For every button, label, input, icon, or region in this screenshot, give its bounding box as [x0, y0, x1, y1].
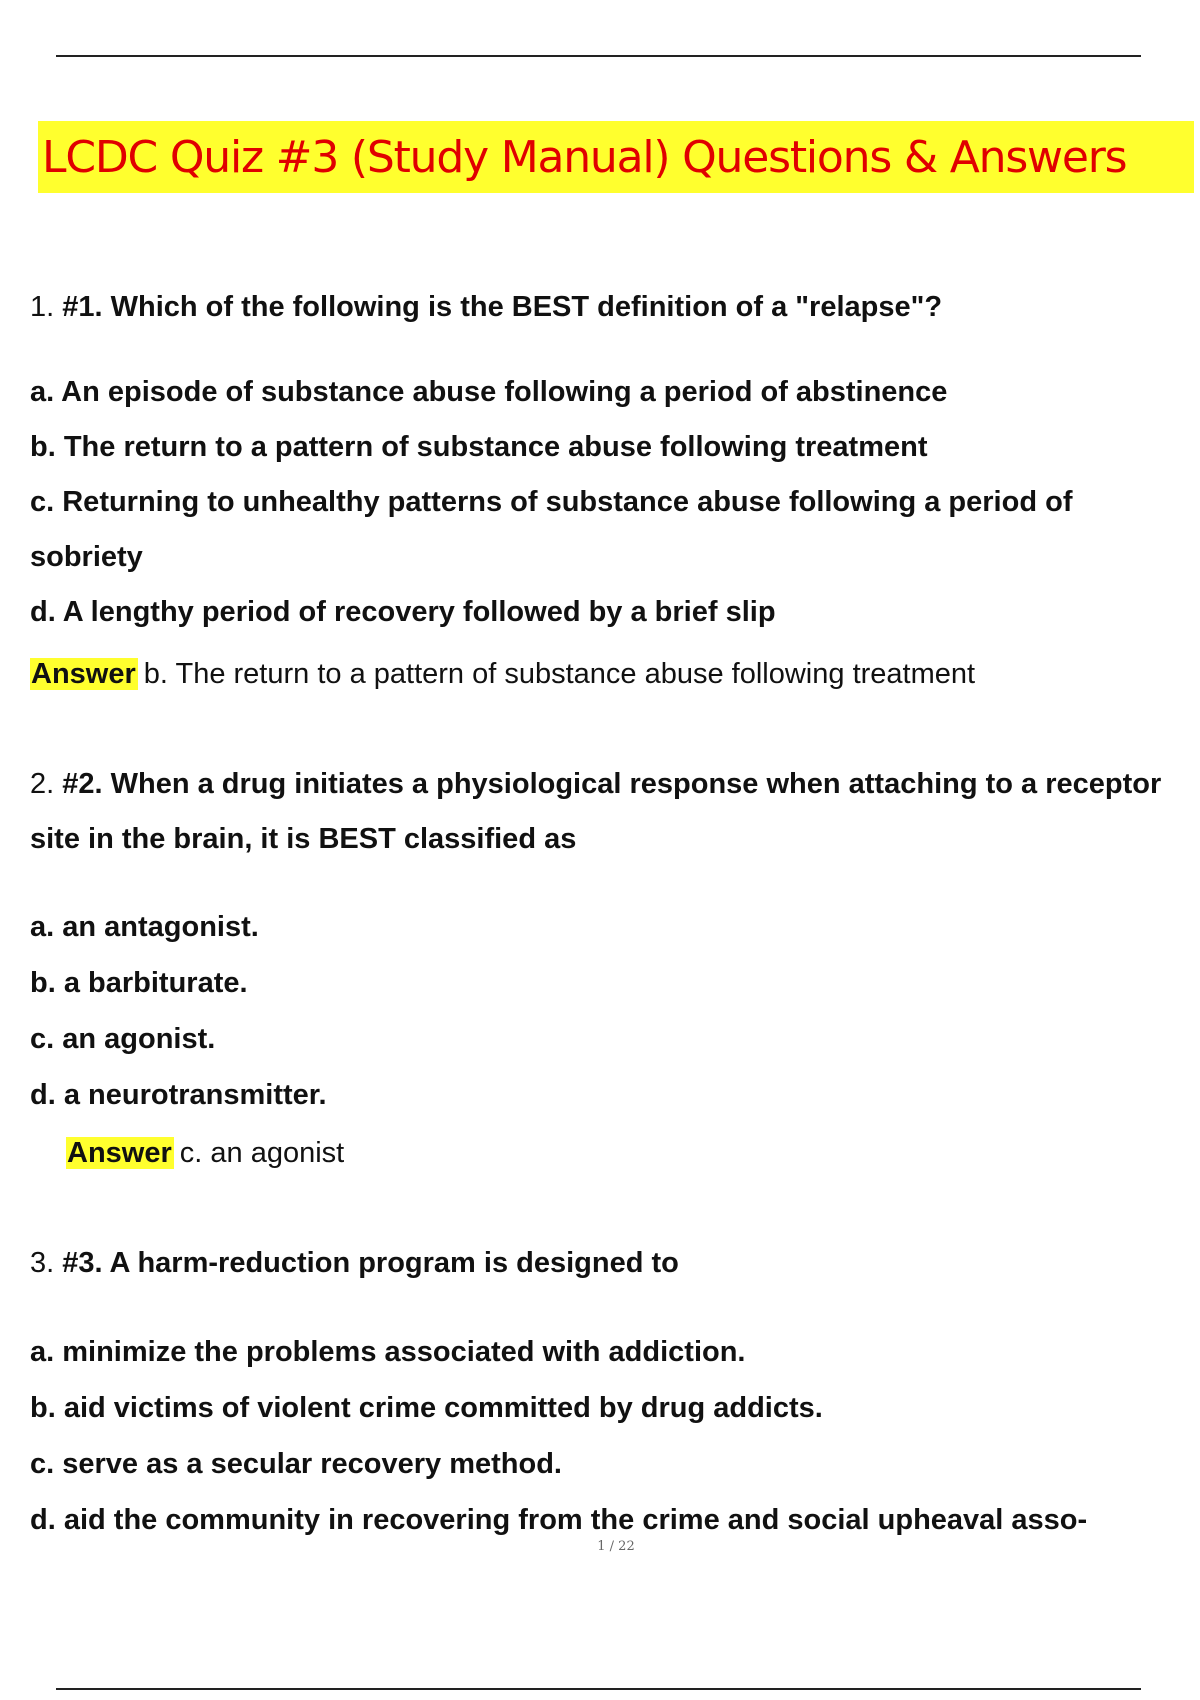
- question-text: #3. A harm-reduction program is designed to: [62, 1247, 679, 1279]
- answer-1: [30, 654, 975, 694]
- bottom-rule: [56, 1688, 1141, 1690]
- answer-text: c. an agonist: [179, 1137, 345, 1169]
- option-2b: b. a barbiturate.: [30, 967, 248, 999]
- question-2: [30, 757, 1170, 867]
- option-1a: a. An episode of substance abuse following a period of abstinence: [30, 376, 948, 408]
- question-number: 1.: [30, 291, 55, 323]
- option-3c: c. serve as a secular recovery method.: [30, 1448, 562, 1480]
- option-3b: b. aid victims of violent crime committed by drug addicts.: [30, 1392, 823, 1424]
- question-3: [30, 1236, 1170, 1291]
- option-2d: d. a neurotransmitter.: [30, 1079, 327, 1111]
- question-number: 2.: [30, 768, 55, 800]
- option-3a: a. minimize the problems associated with addiction.: [30, 1336, 746, 1368]
- option-1d: d. A lengthy period of recovery followed by a brief slip: [30, 596, 776, 628]
- question-1: [30, 280, 1170, 335]
- option-2a: a. an antagonist.: [30, 911, 259, 943]
- question-number: 3.: [30, 1247, 55, 1279]
- answer-label: Answer: [31, 658, 136, 690]
- page-indicator: 1 / 22: [597, 1539, 635, 1554]
- answer-2: [66, 1133, 344, 1173]
- answer-text: b. The return to a pattern of substance abuse following treatment: [143, 658, 976, 690]
- option-1b: b. The return to a pattern of substance abuse following treatment: [30, 431, 928, 463]
- option-3d: d. aid the community in recovering from the crime and social upheaval asso-: [30, 1504, 1088, 1536]
- top-rule: [56, 55, 1141, 57]
- question-text: #2. When a drug initiates a physiological response when attaching to a receptor site in the brain, it is BEST classified as: [30, 768, 1162, 855]
- option-2c: c. an agonist.: [30, 1023, 216, 1055]
- document-title: LCDC Quiz #3 (Study Manual) Questions & Answers: [42, 132, 1127, 183]
- answer-label: Answer: [67, 1137, 172, 1169]
- option-1c: c. Returning to unhealthy patterns of substance abuse following a period of sobriety: [30, 486, 1073, 573]
- question-text: #1. Which of the following is the BEST definition of a "relapse"?: [62, 291, 943, 323]
